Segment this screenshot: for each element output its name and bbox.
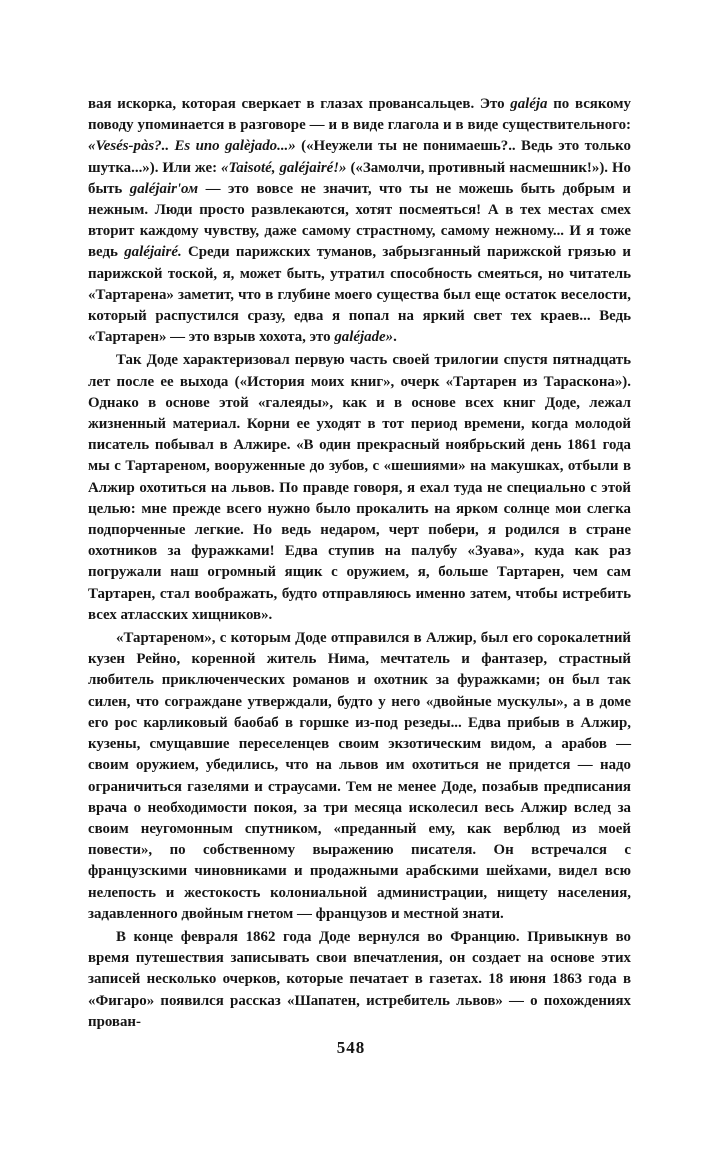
paragraph-3 — [88, 628, 631, 925]
text-run: по всякому поводу упоминается в разговоре — и в виде глагола и в виде существительного: — [88, 96, 631, 134]
italic-phrase: «Taisoté, galéjairé!» — [221, 159, 347, 176]
italic-phrase: galéjade» — [334, 329, 394, 346]
text-run: Так Доде характеризовал первую часть своей трилогии спустя пятнадцать лет после ее выхода («История моих книг», очерк «Тартарен из Тараскона»). Однако в основе этой «галеяды», как и в основе всех книг Доде, лежал жизненный материал. Корни ее уходят в тот период времени, когда молодой писатель побывал в Алжире. «В один прекрасный ноябрьский день 1861 года мы с Тартареном, вооруженные до зубов, с «шешиями» на макушках, отбыли в Алжир охотиться на львов. По правде говоря, я ехал туда не специально с этой целью: мне прежде всего нужно было прокалить на ярком солнце мои слегка подпорченные легкие. Но ведь недаром, черт побери, я родился в стране охотников за фуражками! Едва ступив на палубу «Зуава», куда как раз погружали наш огромный ящик с оружием, я, больше Тартарен, чем сам Тартарен, стал воображать, будто отправляюсь именно затем, чтобы истребить всех атласских хищников». — [88, 352, 631, 623]
page-body — [88, 94, 631, 1033]
italic-phrase: «Vesés-pàs?.. Es uno galèjado...» — [88, 138, 296, 155]
text-run: «Тартареном», с которым Доде отправился в Алжир, был его сорокалетний кузен Рейно, коренной житель Нима, мечтатель и фантазер, страстный любитель приключенческих романов и охотник за фуражками; он был так силен, что сограждане утверждали, будто у него «двойные мускулы», а в доме его рос карликовый баобаб в горшке из-под резеды... Едва прибыв в Алжир, кузены, смущавшие переселенцев своим экзотическим видом, а арабов — своим оружием, убедились, что на львов им охотиться не придется — надо ограничиться газелями и страусами. Тем не менее Доде, позабыв предписания врача о необходимости покоя, за три месяца исколесил весь Алжир вслед за своим неугомонным спутником, «преданный ему, как верблюд из моей повести», по собственному выражению писателя. Он встречался с французскими чиновниками и продажными арабскими шейхами, видел всю нелепость и жестокость колониальной администрации, нищету населения, задавленного двойным гнетом — французов и местной знати. — [88, 630, 631, 922]
italic-phrase: galéjair'ом — [129, 180, 199, 197]
text-run: — это вовсе не значит, что ты не можешь быть добрым и нежным. Люди просто развлекаются, хотят посмеяться! А в тех местах смех вторит каждому чувству, даже самому страстному, самому нежному... И я тоже ведь — [88, 180, 631, 261]
paragraph-1 — [88, 94, 631, 348]
text-run: вая искорка, которая сверкает в глазах провансальцев. Это — [88, 96, 511, 112]
text-run: . — [393, 329, 397, 346]
italic-phrase: galéjairé. — [124, 244, 182, 261]
text-run: Среди парижских туманов, забрызганный парижской грязью и парижской тоской, я, может быть, утратил способность смеяться, но читатель «Тартарена» заметит, что в глубине моего существа был еще остаток веселости, который распустился сразу, едва я попал на яркий свет тех краев... Ведь «Тартарен» — это взрыв хохота, это — [88, 244, 632, 346]
paragraph-4 — [88, 927, 631, 1033]
page-number: 548 — [336, 1038, 366, 1057]
italic-phrase: galéja — [510, 96, 548, 112]
paragraph-2 — [88, 350, 631, 626]
text-run: («Замолчи, противный насмешник!»). Но быть — [88, 159, 631, 197]
text-run: В конце февраля 1862 года Доде вернулся во Францию. Привыкнув во время путешествия записывать свои впечатления, он создает на основе этих записей несколько очерков, которые печатает в газетах. 18 июня 1863 года в «Фигаро» появился рассказ «Шапатен, истребитель львов» — о похождениях прован- — [88, 928, 631, 1030]
text-run: («Неужели ты не понимаешь?.. Ведь это только шутка...»). Или же: — [88, 138, 632, 176]
